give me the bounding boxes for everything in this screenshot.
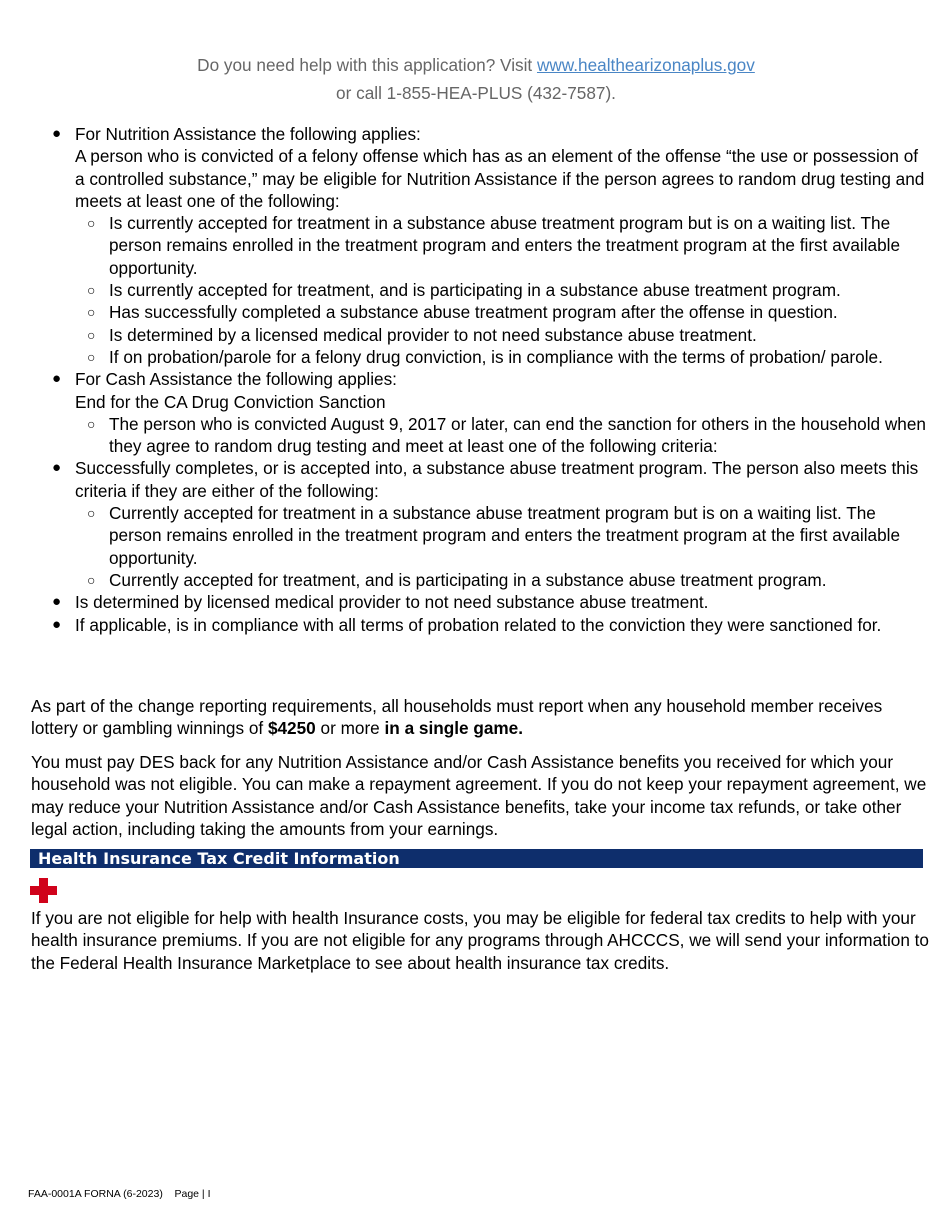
list-item — [75, 212, 931, 279]
help-prefix: Do you need help with this application? Visit — [197, 55, 537, 75]
bullet-circle-icon: ○ — [87, 571, 96, 588]
list-item-text: The person who is convicted August 9, 2017 or later, can end the sanction for others in the household when they agree to random drug testing and meet at least one of the following criteria: — [109, 413, 926, 457]
treatment-criteria-list — [75, 502, 931, 591]
bullet-circle-icon: ○ — [87, 282, 96, 299]
bullet-dot-icon: ● — [52, 370, 62, 388]
list-item — [31, 614, 931, 636]
list-item — [31, 457, 931, 591]
bullet-circle-icon: ○ — [87, 348, 96, 365]
list-item — [75, 346, 931, 368]
tax-credit-paragraph: If you are not eligible for help with health Insurance costs, you may be eligible for federal tax credits to help with your health insurance premiums. If you are not eligible for any programs through AHCCCS, we will send your information to the Federal Health Insurance Marketplace to see about health insurance tax credits. — [31, 908, 929, 973]
bullet-circle-icon: ○ — [87, 505, 96, 522]
list-item-text: Has successfully completed a substance abuse treatment program after the offense in question. — [109, 302, 838, 323]
eligibility-list — [31, 123, 931, 636]
gambling-reporting-paragraph — [31, 695, 931, 740]
list-item — [75, 301, 931, 323]
nutrition-heading: For Nutrition Assistance the following applies: — [75, 124, 421, 144]
list-item-text: Is determined by a licensed medical provider to not need substance abuse treatment. — [109, 324, 757, 345]
list-item — [75, 279, 931, 301]
help-phone-line: or call 1-855-HEA-PLUS (432-7587). — [336, 83, 616, 103]
footer-form-id: FAA-0001A FORNA (6-2023) Page | I — [28, 1188, 211, 1200]
bullet-circle-icon: ○ — [87, 304, 96, 321]
cash-criteria-list — [75, 413, 931, 458]
bullet-circle-icon: ○ — [87, 326, 96, 343]
paragraph-text: or more — [315, 718, 385, 739]
list-item-text: Successfully completes, or is accepted into, a substance abuse treatment program. The person also meets this criteria if they are either of the following: — [75, 458, 919, 501]
list-item — [75, 569, 931, 591]
list-item-text: Currently accepted for treatment in a substance abuse treatment program but is on a waiting list. The person remains enrolled in the treatment program and enters the treatment program at the first available opportunity. — [109, 503, 901, 568]
list-item — [31, 591, 931, 613]
section-header: Health Insurance Tax Credit Information — [30, 849, 923, 868]
bullet-circle-icon: ○ — [87, 415, 96, 432]
list-item — [75, 502, 931, 569]
paragraph-text: As part of the change reporting requirements, all households must report when any household member receives lottery or gambling winnings of — [31, 696, 883, 739]
help-notice — [0, 51, 950, 107]
list-item-text: If on probation/parole for a felony drug conviction, is in compliance with the terms of probation/ parole. — [109, 346, 883, 367]
list-item-text: Is determined by licensed medical provider to not need substance abuse treatment. — [75, 592, 709, 613]
winnings-amount: $4250 — [267, 718, 316, 739]
list-item-text: Is currently accepted for treatment in a substance abuse treatment program but is on a waiting list. The person remains enrolled in the treatment program and enters the treatment program at the first available opportunity. — [109, 213, 901, 278]
list-item — [31, 123, 931, 368]
repayment-paragraph: You must pay DES back for any Nutrition Assistance and/or Cash Assistance benefits you received for which your household was not eligible. You can make a repayment agreement. If you do not keep your repayment agreement, we may reduce your Nutrition Assistance and/or Cash Assistance benefits, take your income tax refunds, or take other legal action, including taking the amounts from your earnings. — [31, 752, 927, 839]
list-item — [75, 324, 931, 346]
bullet-dot-icon: ● — [52, 615, 62, 633]
help-line-1 — [0, 51, 950, 79]
nutrition-text: A person who is convicted of a felony offense which has as an element of the offense “the use or possession of a controlled substance,” may be eligible for Nutrition Assistance if the person agrees to random drug testing and meets at least one of the following: — [75, 146, 925, 211]
list-item-text: If applicable, is in compliance with all terms of probation related to the conviction they were sanctioned for. — [75, 614, 882, 635]
bullet-dot-icon: ● — [52, 459, 62, 477]
paragraph-emphasis: in a single game. — [384, 718, 524, 739]
cash-subheading: End for the CA Drug Conviction Sanction — [75, 391, 386, 412]
help-website-link[interactable]: www.healthearizonaplus.gov — [536, 55, 755, 75]
list-item-text: Is currently accepted for treatment, and is participating in a substance abuse treatment program. — [109, 280, 841, 301]
list-item — [31, 368, 931, 457]
bullet-circle-icon: ○ — [87, 215, 96, 232]
bullet-dot-icon: ● — [52, 593, 62, 611]
list-item — [75, 413, 931, 458]
list-item-text: Currently accepted for treatment, and is participating in a substance abuse treatment program. — [109, 569, 827, 590]
red-cross-icon — [30, 878, 57, 903]
nutrition-criteria-list — [75, 212, 931, 368]
bullet-dot-icon: ● — [52, 125, 62, 142]
cash-heading: For Cash Assistance the following applies: — [75, 369, 397, 390]
